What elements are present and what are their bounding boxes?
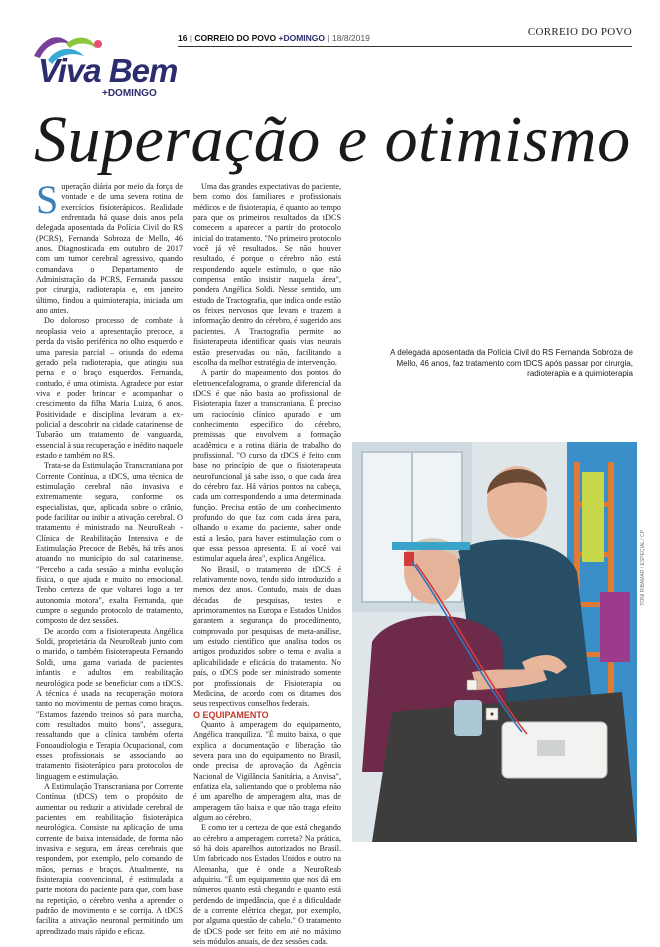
page-folio: 16 | CORREIO DO POVO +DOMINGO | 18/8/2019 <box>178 33 370 43</box>
logo-text: Viva Bem <box>38 52 178 89</box>
folio-paper: CORREIO DO POVO <box>194 33 277 43</box>
masthead: CORREIO DO POVO <box>527 26 632 38</box>
article-column-1 <box>36 177 183 937</box>
paragraph: Superação diária por meio da força de vontade e de uma severa rotina de exercícios fisioterápicos. Realidade enfrentada há quase dois anos pela delegada aposentada da Polícia Civil do RS (PCRS), Fernanda Sobroza de Mello, 46 anos. Diagnosticada em outubro de 2017 com um tumor cerebral agressivo, quando comandava o Departamento de Administração da PCRS, Fernanda passou por cirurgia, radioterapia e, em janeiro último, findou a quimioterapia, iniciada um ano antes. <box>36 177 183 316</box>
top-rule <box>178 46 632 47</box>
paragraph: A Estimulação Transcraniana por Corrente Contínua (tDCS) tem o propósito de aumentar ou reduzir a atividade cerebral de pacientes em reabilitação fisioterápica neurológica. Consiste na aplicação de uma corrente de baixa intensidade, de forma não invasiva e segura, em áreas cerebrais que respondem, por exemplo, pelo comando de mãos, pernas e braços. Atualmente, na fisioterapia convencional, é estimulada a parte motora do paciente para que, com base na repetição, o cérebro venha a aprender o padrão de movimento e se corrija. A tDCS facilita a ativação neuronal permitindo um aprendizado mais rápido e eficaz. <box>36 781 183 936</box>
paragraph: E como ter a certeza de que está chegando ao cérebro a amperagem correta? Na prática, só há dois aparelhos autorizados no Brasil. Um fabricado nos Estados Unidos e outro na Alemanha, que é onde a NeuroReab adquiriu. "É um equipamento que nos dá em números quanto está chegando e quanto está perdendo de impedância, que é a dificuldade de a corrente elétrica chegar, por exemplo, por alguma questão de cabelo." O tratamento de tDCS pode ser feito em até no máximo seis módulos anuais, de dez sessões cada. <box>193 823 341 947</box>
paragraph: Do doloroso processo de combate à neoplasia veio a apresentação precoce, a perda da visão periférica no olho esquerdo e uma paresia parcial – oriunda do edema gerado pela radioterapia, que atingiu sua perna e o braço esquerdos. Fernanda, contudo, é uma otimista. Agradece por estar viva e poder brincar e acompanhar o crescimento da filha Maria Luiza, 6 anos. Positividade e disciplina levaram a ex-policial a descobrir na cidade catarinense de Tubarão um tratamento de vanguarda, essencial à sua recuperação e inédito naquele estado e também no RS. <box>36 316 183 460</box>
photo-caption: A delegada aposentada da Polícia Civil do RS Fernanda Sobroza de Mello, 46 anos, faz tratamento com tDCS após passar por cirurgia, radioterapia e a quimioterapia <box>390 348 633 378</box>
page-number: 16 <box>178 33 188 43</box>
headline: Superação e otimismo <box>34 103 631 176</box>
paragraph: A partir do mapeamento dos pontos do eletroencefalograma, o grande diferencial da tDCS é que não basta ao profissional de Fisioterapia fazer a transcraniana. É preciso um raciocínio clínico apurado e um conhecimento específico do cérebro, premissas que envolvem a formação acadêmica e a rotina diária de trabalho do profissional. "O curso da tDCS é feito com base no princípio de que o fisioterapeuta neurofuncional já sabe isso, o que cada área do cérebro faz. Há vários pontos na cabeça, cada um correspondendo a uma determinada função. Precisa então de um conhecimento profundo do que faz com cada área para, olhando o exame do paciente, saber onde está a lesão, para haver estimulação com o que essa pessoa apresenta. E aí você vai estimular aquela área", explica Angélica. <box>193 368 341 564</box>
paragraph: Quanto à amperagem do equipamento, Angélica tranquiliza. "É muito baixa, o que explica a documentação e liberação tão severa para uso do equipamento no Brasil, onde precisa de aprovação da Agência Nacional de Vigilância Sanitária, a Anvisa", enfatiza ela, salientando que o problema não é um aparelho de amperagem alta, mas de amperagem tão baixa e que não traga efeito algum ao cérebro. <box>193 719 341 822</box>
folio-section: +DOMINGO <box>278 33 326 43</box>
paragraph: De acordo com a fisioterapeuta Angélica Soldi, proprietária da NeuroReab junto com o marido, o também fisioterapeuta Fernando Soldi, uma gama variada de pacientes infantis e adultos em reabilitação neurológica pode se beneficiar com a tDCS. A técnica é usada na recuperação motora tanto no movimento de pernas como braços. "Estamos fazendo treinos só para marcha, com resultados muito bons", assegura, ressaltando que a clínica também oferta Fonoaudiologia e Terapia Ocupacional, com esses profissionais se associando ao tratamento fisioterápico para protocolos de linguagem e estimulação. <box>36 626 183 781</box>
drop-cap: S <box>36 177 59 222</box>
paragraph: Uma das grandes expectativas do paciente, bem como dos familiares e profissionais médicos e de fisioterapia, é quanto ao tempo para que os primeiros resultados da tDCS comecem a aparecer a partir do protocolo inicial do tratamento. "No primeiro protocolo você já vê resultados. Se não houver resultado, é porque o cérebro não está respondendo aquele estímulo, o que não compensa então insistir naquela área", pondera Angélica Soldi. Nesse sentido, um estudo de Tractografia, que indica onde estão os feixes nervosos que levam e trazem a informação dentro do cérebro, é sugerido aos pacientes. A Tractografia permite ao fisioterapeuta identificar quais vias neurais estão preservadas ou não, facilitando a escolha da melhor estratégia de intervenção. <box>193 182 341 367</box>
treatment-photo <box>352 442 637 842</box>
paragraph: Trata-se da Estimulação Transcraniana por Corrente Contínua, a tDCS, uma técnica de estimulação cerebral não invasiva e extremamente segura, conforme os especialistas, que, aplicada sobre o crânio, pode facilitar ou inibir a ativação cerebral. O tratamento é ministrado na NeuroReab - Clínica de Reabilitação Intensiva e de Estimulação Precoce de Bebês, há três anos atuando no município do sul catarinense. "Percebo a cada sessão a minha evolução física, o que ajuda e muito no emocional. Tenho certeza de que voltarei logo a ter autonomia motora", exalta Fernanda, que cumpre o segundo protocolo de tratamento, composto de dez sessões. <box>36 461 183 626</box>
logo-sub: +DOMINGO <box>102 88 157 99</box>
photo-credit: TONI RIBAMAR / ESPECIAL / CP <box>640 530 646 606</box>
viva-bem-logo-icon <box>30 30 180 100</box>
folio-date: 18/8/2019 <box>332 33 370 43</box>
article-column-2 <box>193 182 341 947</box>
subhead: O EQUIPAMENTO <box>193 709 269 720</box>
paragraph: No Brasil, o tratamento de tDCS é relativamente novo, tendo sido introduzido a menos dez anos. Contudo, mais de duas décadas de pesquisas, testes e aprimoramentos na Europa e Estados Unidos garantem a segurança do procedimento, comprovado por pesquisas de meta-análise, um estudo científico que analisa todos os artigos produzidos sobre o tema e avalia a aplicabilidade e eficácia do tratamento. No país, o tDCS pode ser ministrado somente por profissionais de Fisioterapia ou Medicina, de acordo com os ditames dos seus respectivos conselhos federais. <box>193 564 341 709</box>
